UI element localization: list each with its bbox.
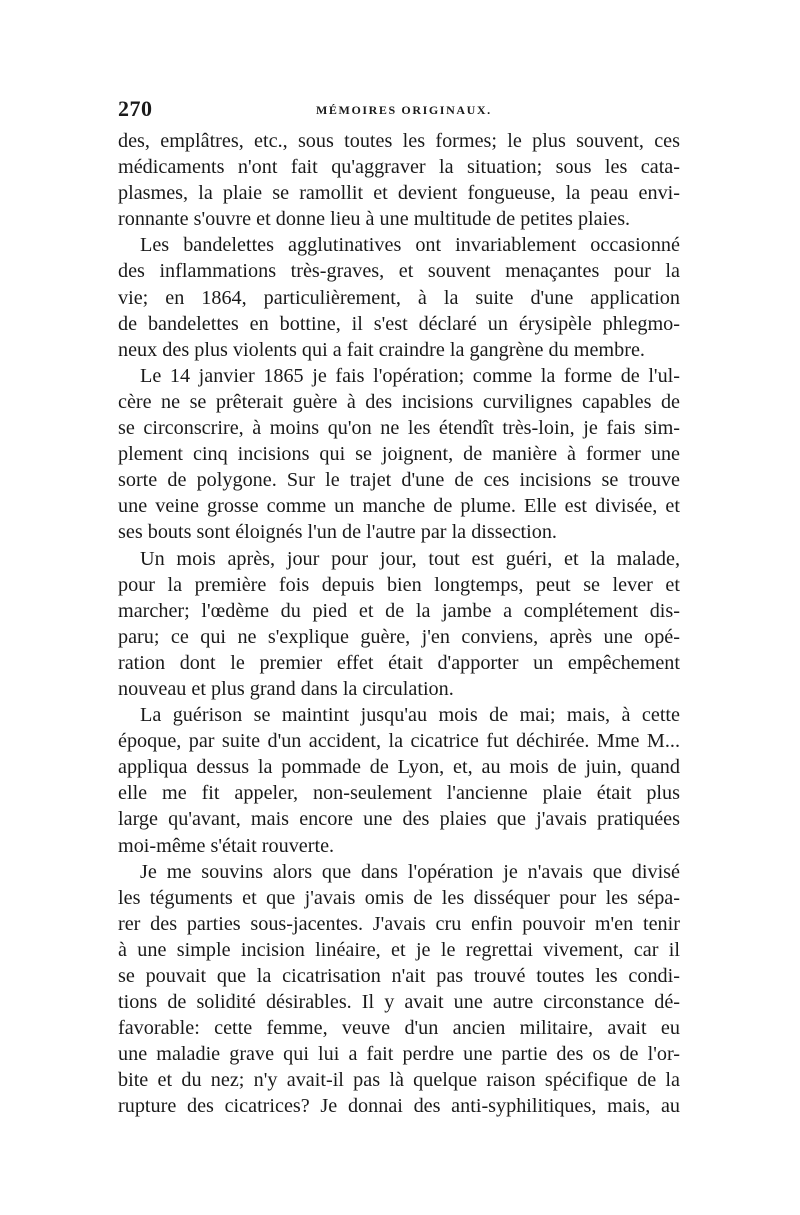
text-line: vie; en 1864, particulièrement, à la suite d'une application [118, 286, 680, 309]
text-line: les téguments et que j'avais omis de les disséquer pour les sépa- [118, 886, 680, 909]
page-number: 270 [118, 96, 153, 121]
running-head [118, 96, 680, 126]
text-line: appliqua dessus la pommade de Lyon, et, au mois de juin, quand [118, 756, 680, 779]
text-line: plement cinq incisions qui se joignent, de manière à former une [118, 443, 680, 466]
text-line: une veine grosse comme un manche de plume. Elle est divisée, et [118, 495, 680, 518]
text-line: moi-même s'était rouverte. [118, 834, 335, 857]
text-line: paru; ce qui ne s'explique guère, j'en conviens, après une opé- [118, 625, 680, 648]
text-line: Je me souvins alors que dans l'opération je n'avais que divisé [140, 860, 680, 883]
text-line: large qu'avant, mais encore une des plaies que j'avais pratiquées [118, 808, 680, 831]
text-line: de bandelettes en bottine, il s'est déclaré un érysipèle phlegmo- [118, 312, 680, 335]
text-line: ronnante s'ouvre et donne lieu à une multitude de petites plaies. [118, 208, 631, 231]
text-line: ration dont le premier effet était d'apporter un empêchement [118, 651, 680, 674]
text-line: sorte de polygone. Sur le trajet d'une de ces incisions se trouve [118, 469, 680, 492]
text-line: des, emplâtres, etc., sous toutes les formes; le plus souvent, ces [118, 130, 680, 152]
text-line: tions de solidité désirables. Il y avait une autre circonstance dé- [118, 991, 680, 1014]
text-line: neux des plus violents qui a fait craindre la gangrène du membre. [118, 338, 645, 361]
text-line: médicaments n'ont fait qu'aggraver la situation; sous les cata- [118, 156, 680, 179]
text-line: Le 14 janvier 1865 je fais l'opération; comme la forme de l'ul- [140, 364, 680, 387]
running-title: MÉMOIRES ORIGINAUX. [316, 103, 492, 117]
text-line: rer des parties sous-jacentes. J'avais cru enfin pouvoir m'en tenir [118, 912, 680, 935]
text-line: une maladie grave qui lui a fait perdre une partie des os de l'or- [118, 1043, 680, 1066]
text-line: nouveau et plus grand dans la circulation. [118, 677, 454, 700]
text-line: bite et du nez; n'y avait-il pas là quelque raison spécifique de la [118, 1069, 680, 1092]
text-line: se pouvait que la cicatrisation n'ait pas trouvé toutes les condi- [118, 965, 680, 987]
text-line: des inflammations très-graves, et souvent menaçantes pour la [118, 260, 680, 283]
text-line: plasmes, la plaie se ramollit et devient fongueuse, la peau envi- [118, 182, 680, 205]
text-line: Les bandelettes agglutinatives ont invariablement occasionné [140, 234, 680, 257]
text-line: ses bouts sont éloignés l'un de l'autre par la dissection. [118, 521, 557, 544]
text-line: se circonscrire, à moins qu'on ne les étendît très-loin, je fais sim- [118, 417, 680, 440]
text-line: rupture des cicatrices? Je donnai des anti-syphilitiques, mais, au [118, 1095, 680, 1118]
text-line: La guérison se maintint jusqu'au mois de mai; mais, à cette [140, 704, 680, 727]
text-line: époque, par suite d'un accident, la cicatrice fut déchirée. Mme M... [118, 730, 680, 753]
text-line: Un mois après, jour pour jour, tout est guéri, et la malade, [140, 547, 680, 570]
text-line: marcher; l'œdème du pied et de la jambe a complétement dis- [118, 599, 680, 622]
text-line: cère ne se prêterait guère à des incisions curvilignes capables de [118, 390, 680, 413]
text-line: favorable: cette femme, veuve d'un ancien militaire, avait eu [118, 1017, 680, 1040]
text-line: à une simple incision linéaire, et je le regrettai vivement, car il [118, 938, 680, 961]
text-line: pour la première fois depuis bien longtemps, peut se lever et [118, 573, 680, 596]
text-line: elle me fit appeler, non-seulement l'ancienne plaie était plus [118, 782, 680, 805]
body-text [118, 128, 680, 1120]
